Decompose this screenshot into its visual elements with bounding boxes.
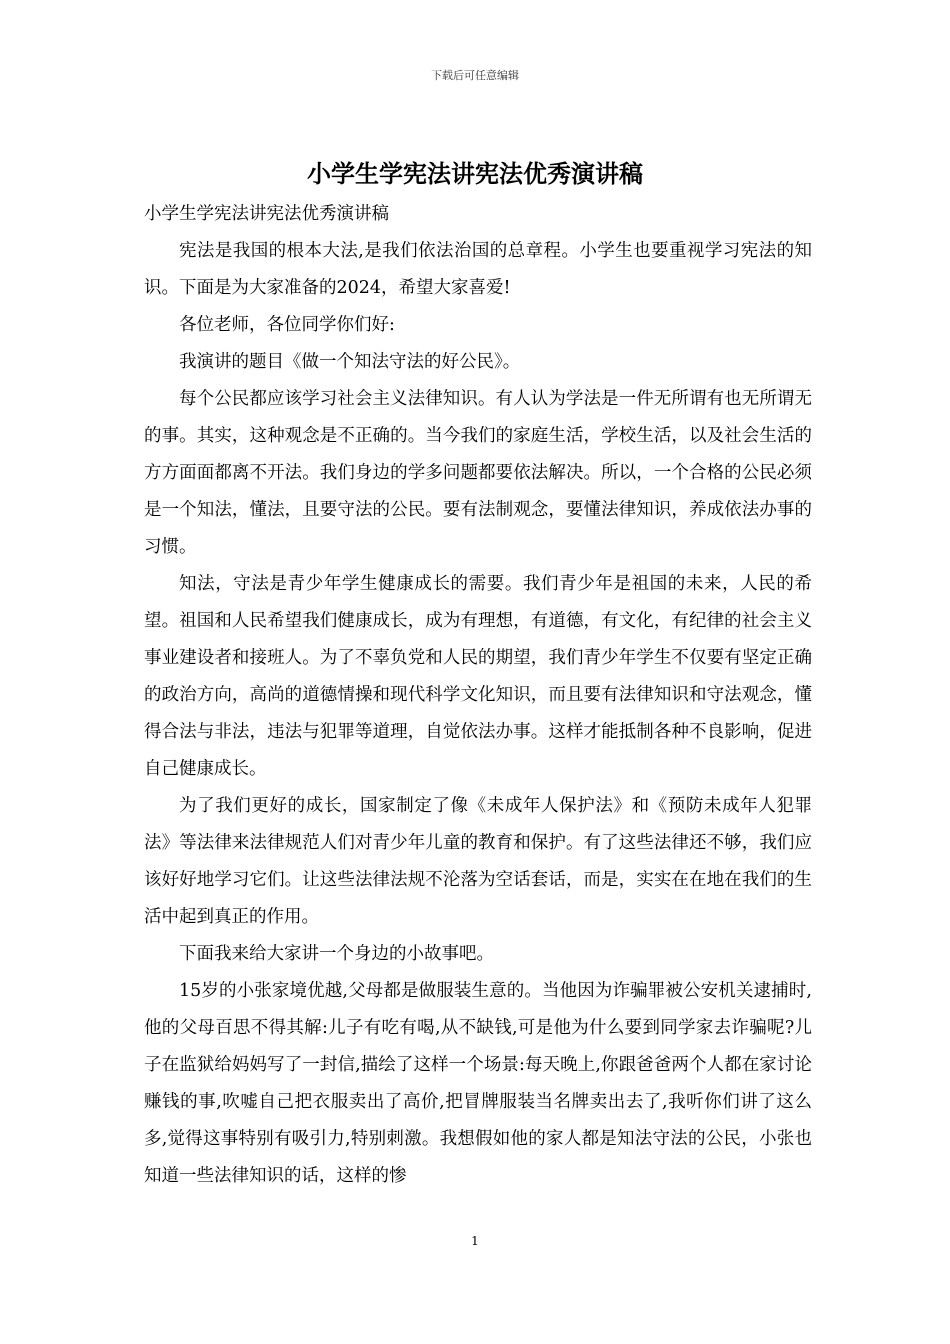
body-paragraph: 每个公民都应该学习社会主义法律知识。有人认为学法是一件无所谓有也无所谓无的事。其实，这种观念是不正确的。当今我们的家庭生活，学校生活，以及社会生活的方方面面都离不开法。我们身边的学多问题都要依法解决。所以，一个合格的公民必须是一个知法，懂法，且要守法的公民。要有法制观念，要懂法律知识，养成依法办事的习惯。 (144, 389, 812, 557)
document-body (144, 196, 812, 1195)
subtitle-paragraph: 小学生学宪法讲宪法优秀演讲稿 (144, 204, 389, 224)
page-number: 1 (471, 1234, 479, 1248)
body-paragraph: 15岁的小张家境优越,父母都是做服装生意的。当他因为诈骗罪被公安机关逮捕时,他的父母百思不得其解:儿子有吃有喝,从不缺钱,可是他为什么要到同学家去诈骗呢?儿子在监狱给妈妈写了一封信,描绘了这样一个场景:每天晚上,你跟爸爸两个人都在家讨论赚钱的事,吹嘘自己把衣服卖出了高价,把冒牌服装当名牌卖出去了,我听你们讲了这么多,觉得这事特别有吸引力,特别刺激。我想假如他的家人都是知法守法的公民，小张也知道一些法律知识的话，这样的惨 (144, 981, 812, 1186)
body-paragraph: 下面我来给大家讲一个身边的小故事吧。 (179, 944, 494, 964)
body-paragraph: 各位老师，各位同学你们好: (179, 315, 395, 335)
body-paragraph: 我演讲的题目《做一个知法守法的好公民》。 (179, 352, 521, 372)
body-paragraph: 为了我们更好的成长，国家制定了像《未成年人保护法》和《预防未成年人犯罪法》等法律来法律规范人们对青少年儿童的教育和保护。有了这些法律还不够，我们应该好好地学习它们。让这些法律法规不沦落为空话套话，而是，实实在在地在我们的生活中起到真正的作用。 (144, 796, 812, 927)
document-title: 小学生学宪法讲宪法优秀演讲稿 (307, 159, 643, 188)
body-paragraph: 宪法是我国的根本大法,是我们依法治国的总章程。小学生也要重视学习宪法的知识。下面是为大家准备的2024，希望大家喜爱! (144, 241, 812, 298)
body-paragraph: 知法，守法是青少年学生健康成长的需要。我们青少年是祖国的未来，人民的希望。祖国和人民希望我们健康成长，成为有理想，有道德，有文化，有纪律的社会主义事业建设者和接班人。为了不辜负党和人民的期望，我们青少年学生不仅要有坚定正确的政治方向，高尚的道德情操和现代科学文化知识，而且要有法律知识和守法观念，懂得合法与非法，违法与犯罪等道理，自觉依法办事。这样才能抵制各种不良影响，促进自己健康成长。 (144, 574, 812, 779)
header-note: 下载后可任意编辑 (431, 69, 519, 82)
